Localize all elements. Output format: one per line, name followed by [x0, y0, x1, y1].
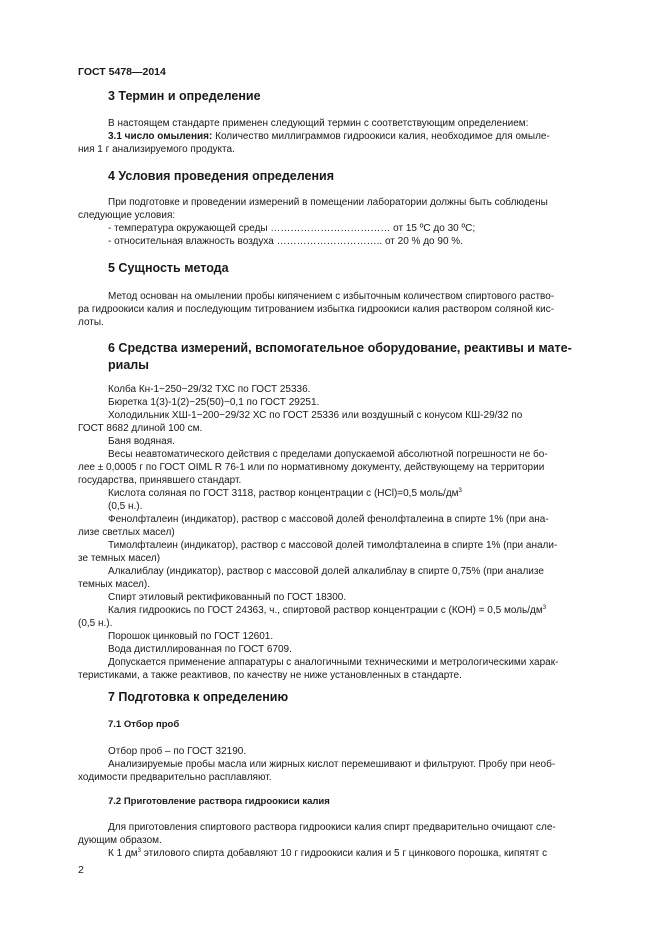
s7-sampling: Отбор проб – по ГОСТ 32190.: [108, 746, 247, 757]
s6-item-condenser-1: Холодильник ХШ-1−200−29/32 ХС по ГОСТ 25336 или воздушный с конусом КШ-29/32 по: [108, 410, 523, 421]
section-6-title-line-1: 6 Средства измерений, вспомогательное оборудование, реактивы и мате-: [108, 341, 572, 355]
s6-item-koh-2: (0,5 н.).: [78, 618, 113, 629]
s6-item-scales-2: лее ± 0,0005 г по ГОСТ OIML R 76-1 или по нормативному документу, действующему на территории: [78, 462, 545, 473]
s6-note-1: Допускается применение аппаратуры с аналогичными техническими и метрологическими харак-: [108, 657, 559, 668]
section-7-title: 7 Подготовка к определению: [108, 690, 289, 704]
s7-samples-2: ходимости предварительно расплавляют.: [78, 772, 272, 783]
hcl-text: Кислота соляная по ГОСТ 3118, раствор концентрации с (HCl)=0,5 моль/дм: [108, 488, 459, 499]
s6-item-hcl-2: (0,5 н.).: [108, 501, 143, 512]
term-definition: Количество миллиграммов гидроокиси калия, необходимое для омыле-: [212, 131, 550, 142]
s5-line-3: лоты.: [78, 317, 104, 328]
s7-prep-2: дующим образом.: [78, 835, 162, 846]
s3-term-line-2: ния 1 г анализируемого продукта.: [78, 144, 235, 155]
s6-item-alkaliblau-1: Алкалиблау (индикатор), раствор с массовой долей алкалиблау в спирте 0,75% (при анализе: [108, 566, 544, 577]
s6-note-2: теристиками, а также реактивов, по качеству не ниже установленных в стандарте.: [78, 670, 462, 681]
s6-item-condenser-2: ГОСТ 8682 длиной 100 см.: [78, 423, 203, 434]
s5-line-1: Метод основан на омылении пробы кипячением с избыточным количеством спиртового раство-: [108, 291, 555, 302]
hcl-superscript: 3: [458, 488, 462, 494]
s6-item-scales-1: Весы неавтоматического действия с пределами допускаемой абсолютной погрешности не бо-: [108, 449, 548, 460]
section-6-title: [108, 340, 608, 374]
s3-term-line: [108, 130, 550, 143]
s7-prep-1: Для приготовления спиртового раствора гидроокиси калия спирт предварительно очищают сле-: [108, 822, 556, 833]
s5-line-2: ра гидроокиси калия и последующим титрованием избытка гидроокиси калия раствором соляной кис-: [78, 304, 555, 315]
section-5-title: 5 Сущность метода: [108, 261, 229, 275]
prep-text-b: этилового спирта добавляют 10 г гидроокиси калия и 5 г цинкового порошка, кипятят с: [141, 848, 548, 859]
s6-item-koh-1: [108, 604, 546, 617]
s4-paragraph-1: При подготовке и проведении измерений в помещении лаборатории должны быть соблюдены: [108, 197, 548, 208]
s6-item-scales-3: государства, принявшего стандарт.: [78, 475, 242, 486]
s6-item-water-bath: Баня водяная.: [108, 436, 175, 447]
prep-superscript: 3: [137, 848, 141, 854]
koh-text: Калия гидроокись по ГОСТ 24363, ч., спиртовой раствор концентрации с (КОН) = 0,5 моль/дм: [108, 605, 543, 616]
s6-item-burette: Бюретка 1(3)-1(2)−25(50)−0,1 по ГОСТ 29251.: [108, 397, 320, 408]
term-label: 3.1 число омыления:: [108, 131, 213, 142]
subsection-7-1-title: 7.1 Отбор проб: [108, 719, 180, 730]
section-3-title: 3 Термин и определение: [108, 89, 261, 103]
page-number: 2: [78, 864, 84, 876]
document-header: ГОСТ 5478—2014: [78, 66, 166, 78]
s6-item-ethanol: Спирт этиловый ректификованный по ГОСТ 18300.: [108, 592, 347, 603]
koh-superscript: 3: [542, 605, 547, 611]
s4-paragraph-2: следующие условия:: [78, 210, 176, 221]
s4-condition-temperature: - температура окружающей среды ……………………………… от 15 ºС до 30 ºС;: [108, 223, 476, 234]
s6-item-flask: Колба Кн-1−250−29/32 ТХС по ГОСТ 25336.: [108, 384, 311, 395]
s4-condition-humidity: - относительная влажность воздуха ………………………….. от 20 % до 90 %.: [108, 236, 463, 247]
s6-item-phenolphthalein-1: Фенолфталеин (индикатор), раствор с массовой долей фенолфталеина в спирте 1% (при ана-: [108, 514, 549, 525]
s6-item-alkaliblau-2: темных масел).: [78, 579, 151, 590]
section-4-title: 4 Условия проведения определения: [108, 169, 335, 183]
section-6-title-line-2: риалы: [108, 358, 149, 372]
s3-paragraph: В настоящем стандарте применен следующий термин с соответствующим определением:: [108, 118, 529, 129]
s6-item-hcl-1: [108, 487, 462, 500]
s6-item-phenolphthalein-2: лизе светлых масел): [78, 527, 175, 538]
s6-item-thymolphthalein-2: зе темных масел): [78, 553, 161, 564]
s7-prep-3: [108, 847, 547, 860]
subsection-7-2-title: 7.2 Приготовление раствора гидроокиси калия: [108, 796, 330, 807]
s7-samples-1: Анализируемые пробы масла или жирных кислот перемешивают и фильтруют. Пробу при необ-: [108, 759, 556, 770]
s6-item-zinc: Порошок цинковый по ГОСТ 12601.: [108, 631, 274, 642]
s6-item-water: Вода дистиллированная по ГОСТ 6709.: [108, 644, 292, 655]
prep-text-a: К 1 дм: [108, 848, 138, 859]
s6-item-thymolphthalein-1: Тимолфталеин (индикатор), раствор с массовой долей тимолфталеина в спирте 1% (при анали-: [108, 540, 558, 551]
